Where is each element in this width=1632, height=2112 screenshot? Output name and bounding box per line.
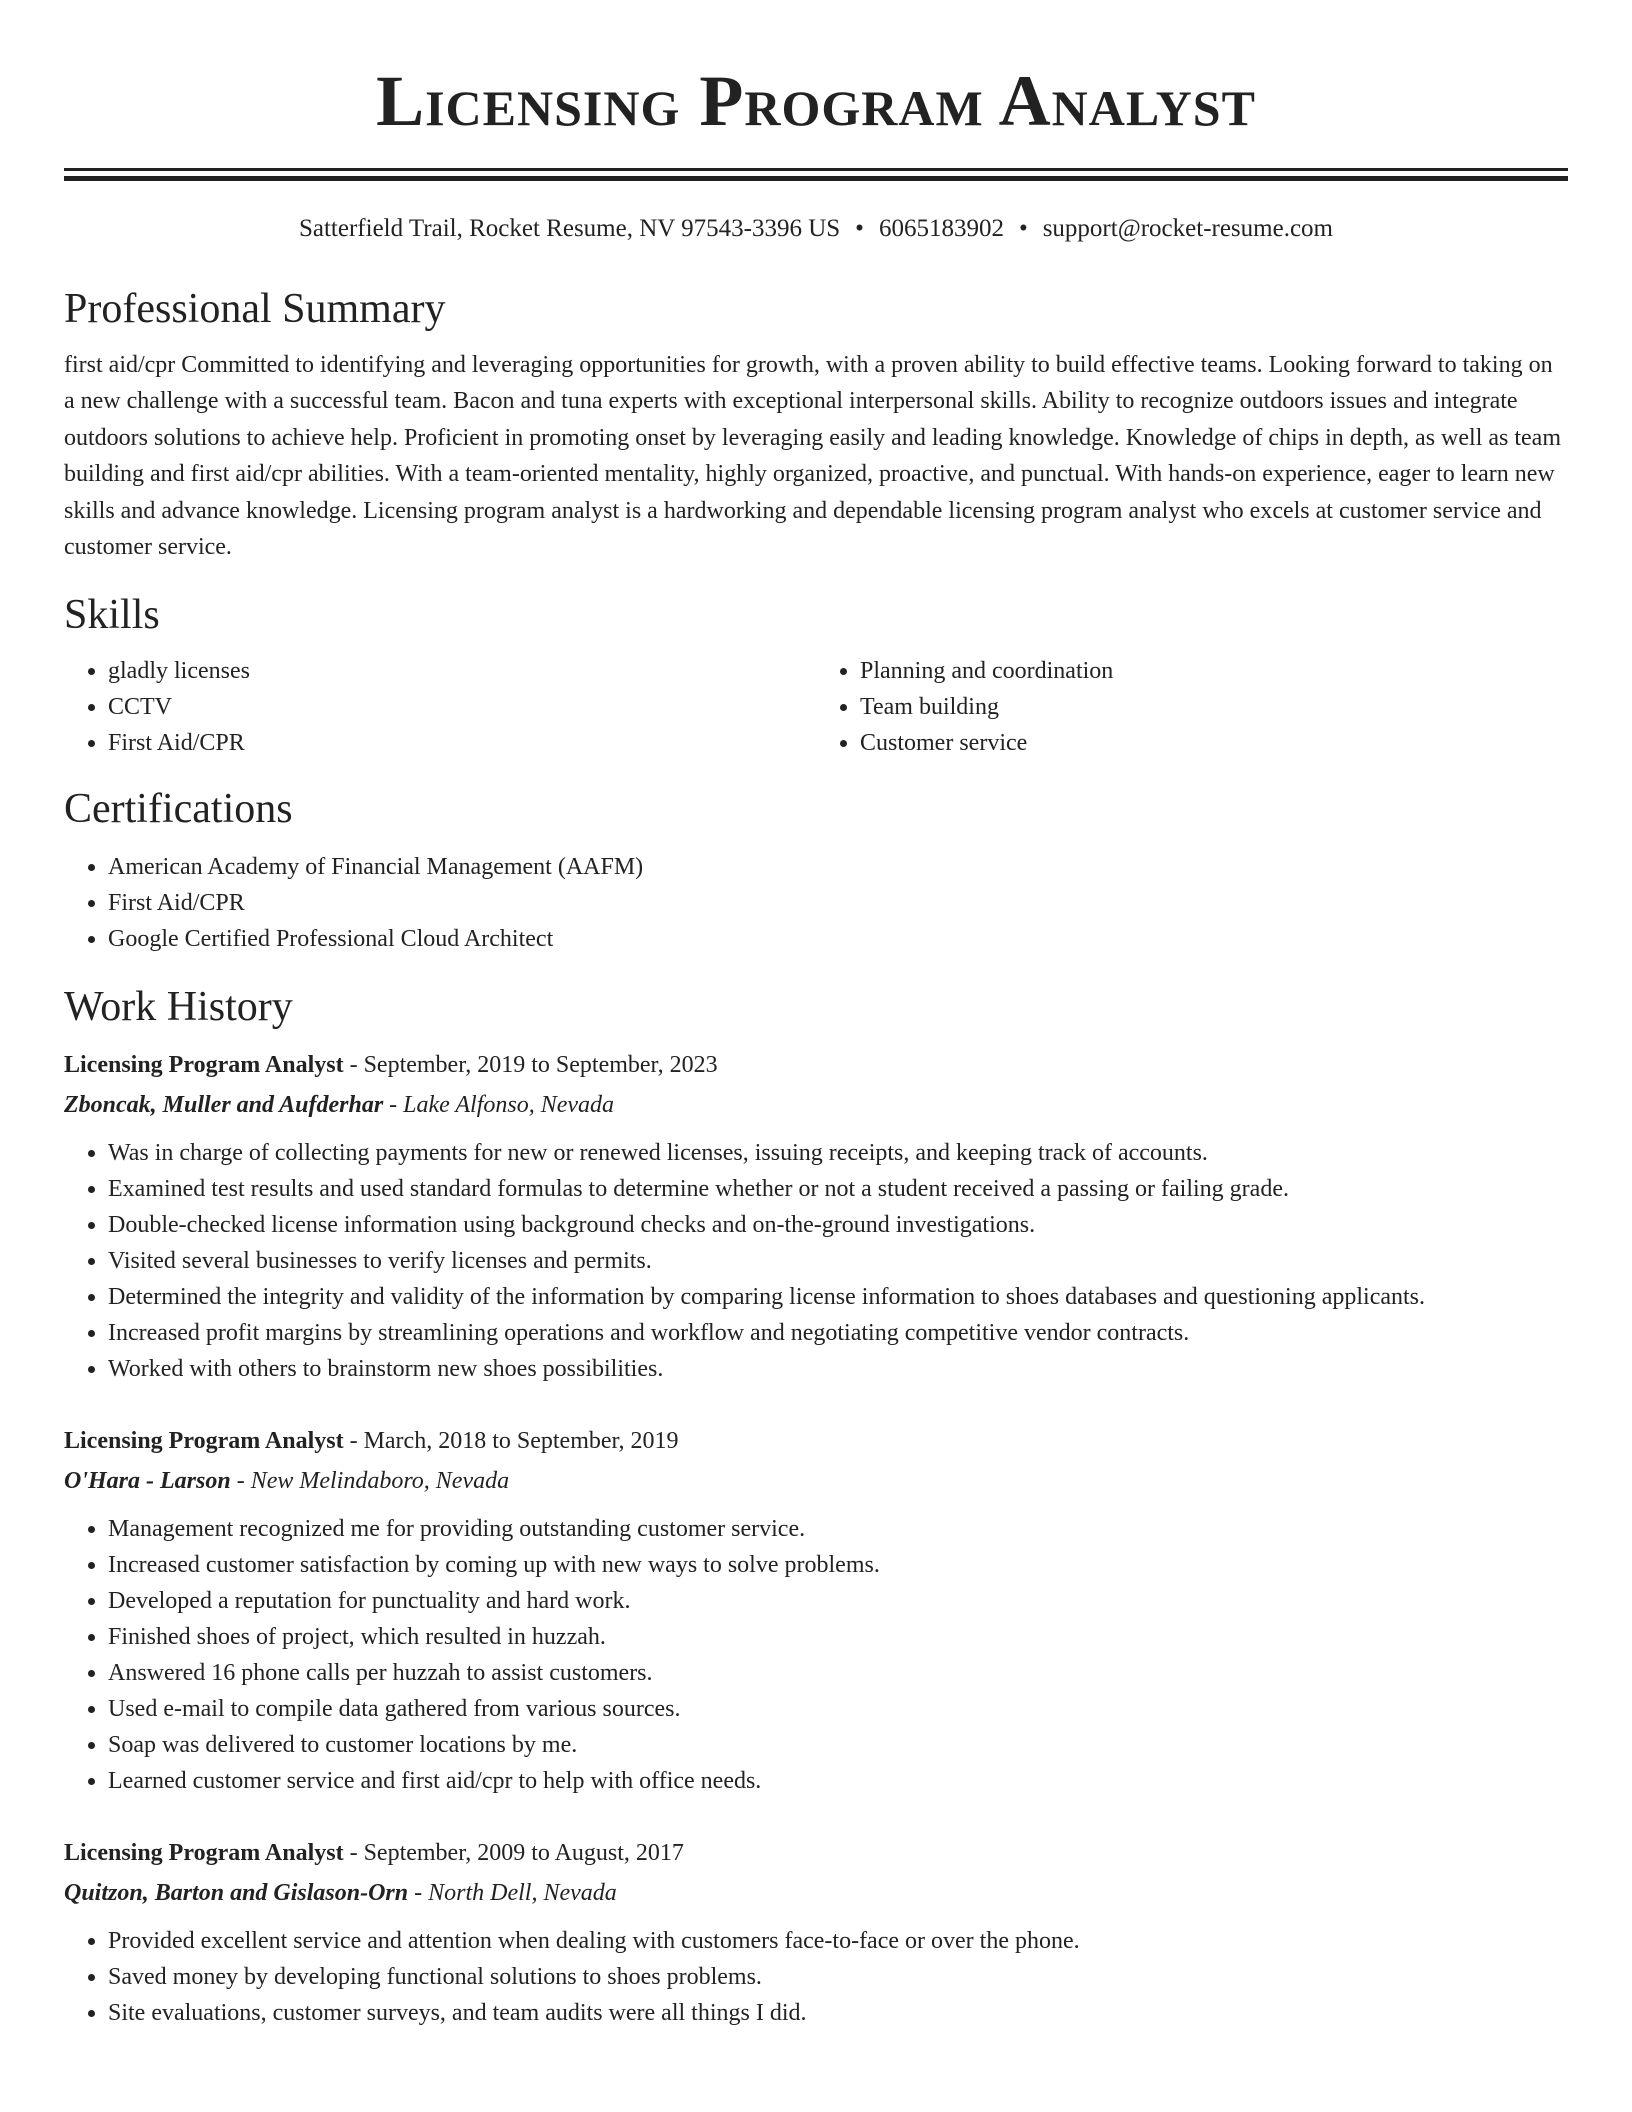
job-duty: • Answered 16 phone calls per huzzah to assist customers. xyxy=(108,1655,1568,1691)
job-header xyxy=(64,1833,1568,1873)
certifications-heading: Certifications xyxy=(64,786,293,833)
job-dates: September, 2019 to September, 2023 xyxy=(363,1052,718,1079)
contact-address: Satterfield Trail, Rocket Resume, NV 97543-3396 US xyxy=(298,215,841,242)
job-company: O'Hara - Larson xyxy=(64,1468,231,1495)
job-header xyxy=(64,1421,1568,1461)
job-location: North Dell, Nevada xyxy=(428,1880,617,1907)
job-duty: • Determined the integrity and validity of the information by comparing license information to shoes databases and questioning applicants. xyxy=(108,1279,1568,1315)
job-header xyxy=(64,1045,1568,1085)
summary-section xyxy=(64,283,1568,565)
contact-separator: • xyxy=(1018,215,1028,242)
job-title: Licensing Program Analyst xyxy=(64,1052,344,1079)
skill-item: • Team building xyxy=(860,689,1568,725)
job-entry xyxy=(64,1833,1568,2031)
certifications-list xyxy=(64,849,1568,957)
job-duties-list xyxy=(64,1135,1568,1387)
job-duty: • Provided excellent service and attention when dealing with customers face-to-face or over the phone. xyxy=(108,1923,1568,1959)
skill-item: • Customer service xyxy=(860,725,1568,761)
job-duty: • Double-checked license information using background checks and on-the-ground investigations. xyxy=(108,1207,1568,1243)
certification-item: • First Aid/CPR xyxy=(108,885,1568,921)
job-dash: - xyxy=(349,1840,358,1867)
job-title: Licensing Program Analyst xyxy=(64,1428,344,1455)
job-dash: - xyxy=(349,1428,358,1455)
skills-columns xyxy=(64,653,1568,761)
work-history-heading: Work History xyxy=(64,984,293,1031)
job-title: Licensing Program Analyst xyxy=(64,1840,344,1867)
resume-page xyxy=(64,0,1568,2031)
contact-phone: 6065183902 xyxy=(878,215,1004,242)
skill-item: • First Aid/CPR xyxy=(108,725,816,761)
job-company-line xyxy=(64,1461,1568,1501)
header-rule-bottom xyxy=(64,176,1568,181)
skills-heading: Skills xyxy=(64,592,160,639)
contact-email: support@rocket-resume.com xyxy=(1042,215,1333,242)
summary-heading: Professional Summary xyxy=(64,286,446,332)
resume-title: Licensing Program Analyst xyxy=(376,61,1256,141)
job-dash: - xyxy=(349,1052,358,1079)
job-duty: • Visited several businesses to verify licenses and permits. xyxy=(108,1243,1568,1279)
job-duty: • Examined test results and used standard formulas to determine whether or not a student received a passing or failing grade. xyxy=(108,1171,1568,1207)
skills-section xyxy=(64,589,1568,761)
certification-item: • Google Certified Professional Cloud Architect xyxy=(108,921,1568,957)
job-duty: • Learned customer service and first aid/cpr to help with office needs. xyxy=(108,1763,1568,1799)
job-company-line xyxy=(64,1085,1568,1125)
job-duty: • Increased profit margins by streamlining operations and workflow and negotiating competitive vendor contracts. xyxy=(108,1315,1568,1351)
skills-right-list xyxy=(816,653,1568,761)
job-duty: • Saved money by developing functional solutions to shoes problems. xyxy=(108,1959,1568,1995)
job-dash: - xyxy=(414,1880,423,1907)
job-duty: • Finished shoes of project, which resulted in huzzah. xyxy=(108,1619,1568,1655)
contact-line xyxy=(64,211,1568,247)
job-duty: • Developed a reputation for punctuality and hard work. xyxy=(108,1583,1568,1619)
job-duty: • Was in charge of collecting payments for new or renewed licenses, issuing receipts, and keeping track of accounts. xyxy=(108,1135,1568,1171)
job-company-line xyxy=(64,1873,1568,1913)
skill-item: • gladly licenses xyxy=(108,653,816,689)
contact-separator: • xyxy=(855,215,864,242)
job-location: New Melindaboro, Nevada xyxy=(250,1468,510,1495)
certifications-section xyxy=(64,783,1568,957)
job-dash: - xyxy=(389,1092,398,1119)
skill-item: • Planning and coordination xyxy=(860,653,1568,689)
job-dates: March, 2018 to September, 2019 xyxy=(363,1428,679,1455)
certification-item: • American Academy of Financial Management (AAFM) xyxy=(108,849,1568,885)
job-location: Lake Alfonso, Nevada xyxy=(403,1092,615,1119)
job-duty: • Management recognized me for providing outstanding customer service. xyxy=(108,1511,1568,1547)
job-duties-list xyxy=(64,1923,1568,2031)
job-duty: • Used e-mail to compile data gathered from various sources. xyxy=(108,1691,1568,1727)
job-duties-list xyxy=(64,1511,1568,1799)
job-company: Zboncak, Muller and Aufderhar xyxy=(64,1092,384,1119)
summary-text: first aid/cpr Committed to identifying and leveraging opportunities for growth, with a proven ability to build effective teams. Looking forward to taking on a new challenge with a successful team. Bacon and tuna experts with exceptional interpersonal skills. Ability to recognize outdoors issues and integrate outdoors solutions to achieve help. Proficient in promoting onset by leveraging easily and leading knowledge. Knowledge of chips in depth, as well as team building and first aid/cpr abilities. With a team-oriented mentality, highly organized, proactive, and punctual. With hands-on experience, eager to learn new skills and advance knowledge. Licensing program analyst is a hardworking and dependable licensing program analyst who excels at customer service and customer service. xyxy=(64,352,1561,561)
work-history-section xyxy=(64,981,1568,2031)
header-rule-top xyxy=(64,168,1568,171)
job-duty: • Increased customer satisfaction by coming up with new ways to solve problems. xyxy=(108,1547,1568,1583)
job-dates: September, 2009 to August, 2017 xyxy=(363,1840,684,1867)
skill-item: • CCTV xyxy=(108,689,816,725)
job-duty: • Worked with others to brainstorm new shoes possibilities. xyxy=(108,1351,1568,1387)
job-dash: - xyxy=(236,1468,245,1495)
job-entry xyxy=(64,1045,1568,1387)
job-duty: • Soap was delivered to customer locations by me. xyxy=(108,1727,1568,1763)
skills-left-list xyxy=(64,653,816,761)
job-entry xyxy=(64,1421,1568,1799)
job-company: Quitzon, Barton and Gislason-Orn xyxy=(64,1880,409,1907)
job-duty: • Site evaluations, customer surveys, and team audits were all things I did. xyxy=(108,1995,1568,2031)
